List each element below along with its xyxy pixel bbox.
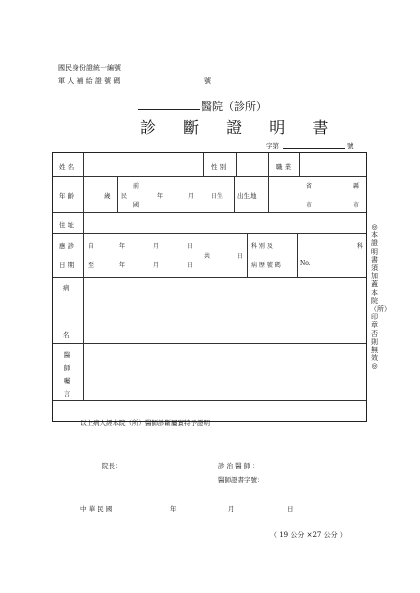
republic-right: 國 (133, 202, 140, 209)
from-year: 年 (119, 243, 126, 250)
military-number-label: 軍 人 補 給 證 號 碼 (58, 77, 121, 85)
license-number-label: 醫師證書字號： (218, 476, 264, 484)
military-number-suffix: 號 (204, 77, 211, 85)
gender-label: 性 別 (211, 163, 227, 171)
col-divider (203, 153, 204, 176)
to-label: 至 (88, 262, 95, 269)
birth-year: 年 (157, 193, 164, 200)
disease-label-bottom: 名 (63, 331, 70, 339)
row-divider (53, 233, 366, 234)
republic-left: 民 (121, 193, 128, 200)
record-number-prefix: No. (300, 260, 311, 267)
from-label: 自 (88, 243, 95, 250)
date-year: 年 (170, 505, 177, 513)
col-divider (299, 153, 300, 176)
row-divider (53, 212, 366, 213)
visit-date-label-top: 應 診 (59, 242, 75, 250)
occupation-label: 職 業 (276, 163, 292, 171)
seal-requirement-note: ◎本證明書須加蓋本院（所）印章否則無效◎ (370, 223, 391, 371)
certification-statement: 以上病人經本院（所）醫師診斷屬實特予證明 (80, 419, 210, 427)
address-label: 住 址 (59, 221, 75, 229)
date-day: 日 (287, 505, 294, 513)
to-year: 年 (119, 262, 126, 269)
age-label: 年 齡 (59, 192, 75, 200)
visit-date-label-bottom: 日 期 (59, 261, 75, 269)
birthplace-label: 出生地 (237, 192, 257, 200)
from-day: 日 (187, 243, 194, 250)
birth-month: 月 (188, 193, 195, 200)
label-column-divider (83, 153, 84, 400)
disease-label-top: 病 (63, 284, 70, 292)
city-label-left: 市 (306, 202, 313, 209)
age-unit: 歲 (104, 192, 111, 200)
col-divider (117, 176, 118, 212)
number-blank (283, 148, 345, 149)
to-month: 月 (153, 262, 160, 269)
before-char: 前 (133, 183, 140, 190)
col-divider (234, 176, 235, 212)
doctor-advice-label: 醫師囑言 (63, 351, 71, 398)
row-divider (53, 400, 366, 401)
province-label: 省 (306, 183, 313, 190)
row-divider (53, 277, 366, 278)
to-day: 日 (187, 262, 194, 269)
county-label: 縣 (353, 183, 360, 190)
col-divider (268, 176, 269, 212)
birth-day: 日生 (211, 193, 224, 200)
certificate-form (52, 152, 367, 422)
date-prefix: 中 華 民 國 (80, 505, 113, 513)
number-suffix: 號 (347, 142, 354, 150)
attending-doctor-label: 診 治 醫 師 ： (218, 462, 259, 470)
page-title: 診 斷 證 明 書 (140, 118, 340, 137)
col-divider (268, 153, 269, 176)
hospital-label: 醫院（診所） (201, 100, 267, 113)
col-divider (236, 153, 237, 176)
row-divider (53, 176, 366, 177)
row-divider (53, 343, 366, 344)
date-month: 月 (228, 505, 235, 513)
id-number-label: 國民身份證統一編號 (58, 64, 121, 72)
total-label: 共 (204, 253, 211, 260)
director-label: 院長： (102, 462, 122, 470)
city-label-right: 市 (353, 202, 360, 209)
record-number-label: 病 歷 號 碼 (251, 262, 281, 269)
name-label: 姓 名 (59, 163, 75, 171)
department-label: 科 別 及 (251, 243, 273, 250)
department-suffix: 科 (357, 243, 364, 250)
paper-size-note: （ 19 公分 ×27 公分 ） (270, 531, 347, 539)
col-divider (247, 233, 248, 277)
from-month: 月 (153, 243, 160, 250)
number-prefix: 字第 (266, 142, 279, 150)
col-divider (297, 233, 298, 277)
total-days-label: 日 (237, 253, 244, 260)
hospital-name-blank (138, 109, 200, 110)
